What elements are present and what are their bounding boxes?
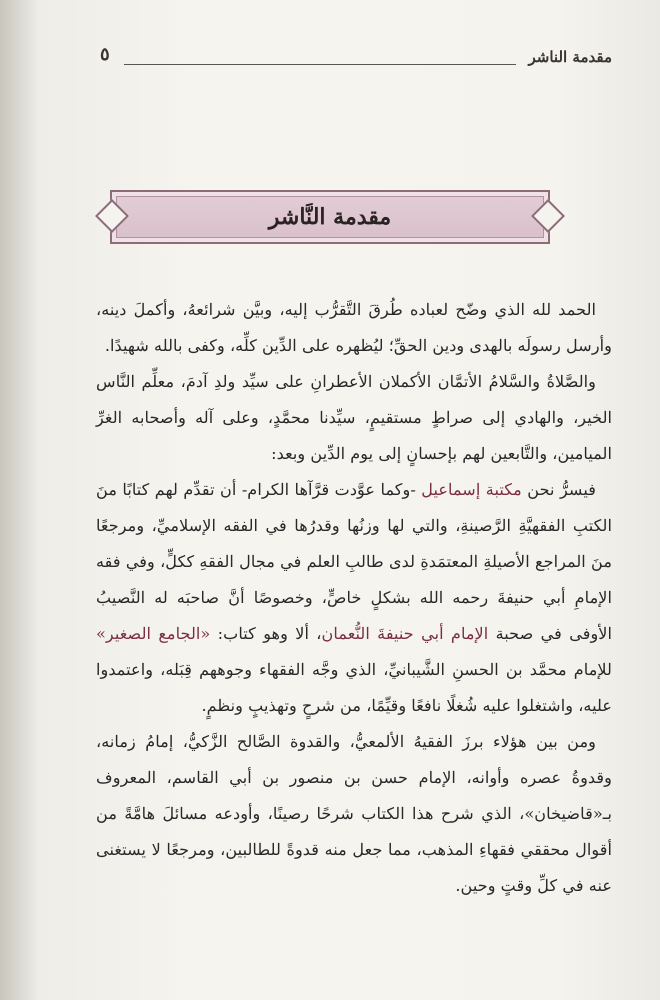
paragraph-publisher-part-b: -وكما عوَّدت قرَّآها الكرام- أن تقدِّم لهم كتابًا منَ الكتبِ الفقهيَّةِ الرَّصينةِ، والتي لها وزنُها وقدرُها في الفقه الإسلاميِّ، ومرجعًا منَ المراجع الأصيلةِ المعتمَدةِ لدى طالبِ العلم في مجال الفقهِ ككلٍّ، وفي فقه الإمامِ أبي حنيفةَ رحمه الله بشكلٍ خاصٍّ، وخصوصًا أنَّ صاحبَه له النَّصيبُ الأوفى في صحبة	[96, 480, 613, 643]
paragraph-salutation: والصَّلاةُ والسَّلامُ الأتمَّان الأكملان الأعطرانِ على سيِّد ولدِ آدمَ، معلِّم النَّاس الخير، والهادي إلى صراطٍ مستقيمٍ، سيِّدنا محمَّدٍ، وعلى آله وأصحابه الغرِّ الميامين، والتَّابعين لهم بإحسانٍ إلى يوم الدِّين وبعد:	[96, 372, 612, 463]
paragraph-publisher-part-a: فيسرُّ نحن	[521, 480, 596, 499]
imam-name: الإمام أبي حنيفةَ النُّعمان	[321, 624, 489, 643]
header-rule	[124, 64, 516, 65]
body-text	[96, 292, 612, 904]
publisher-name: مكتبة إسماعيل	[421, 480, 522, 499]
paragraph-commentator: ومن بين هؤلاء برزَ الفقيهُ الألمعيُّ، والقدوة الصَّالح الزَّكيُّ، إمامُ زمانه، وقدوةُ عصره وأوانه، الإمام حسن بن منصور بن أبي القاسم، المعروف بـ«قاضيخان»، الذي شرح هذا الكتاب شرحًا رصينًا، وأودعه مسائلَ هامَّةً من أقوال محققي فقهاءِ المذهب، مما جعل منه قدوةً للطالبين، ومرجعًا لا يستغنى عنه في كلِّ وقتٍ وحين.	[96, 732, 612, 895]
paragraph-publisher-part-d: للإمام محمَّد بن الحسنِ الشَّيبانيِّ، الذي وجَّه الفقهاء وجوههم قِبَله، واعتمدوا عليه، واشتغلوا عليه شُغلًا نافعًا وقيِّمًا، من شرحٍ وتهذيبٍ ونظمٍ.	[96, 660, 612, 715]
paragraph-publisher-part-c: ، ألا وهو كتاب:	[210, 624, 322, 643]
running-header	[100, 42, 612, 76]
paragraph-praise: الحمد لله الذي وضّح لعباده طُرقَ التَّقرُّب إليه، وبيَّن شرائعهُ، وأكملَ دينه، وأرسل رسولَه بالهدى ودين الحقِّ؛ ليُظهره على الدِّين كلِّه، وكفى بالله شهيدًا.	[96, 300, 612, 355]
section-title-frame	[110, 190, 550, 244]
running-header-title: مقدمة الناشر	[528, 48, 612, 66]
section-title: مقدمة النَّاشر	[268, 204, 392, 230]
page-number: ٥	[100, 44, 110, 65]
book-title: «الجامع الصغير»	[96, 624, 211, 643]
paragraph-publisher	[96, 472, 612, 724]
